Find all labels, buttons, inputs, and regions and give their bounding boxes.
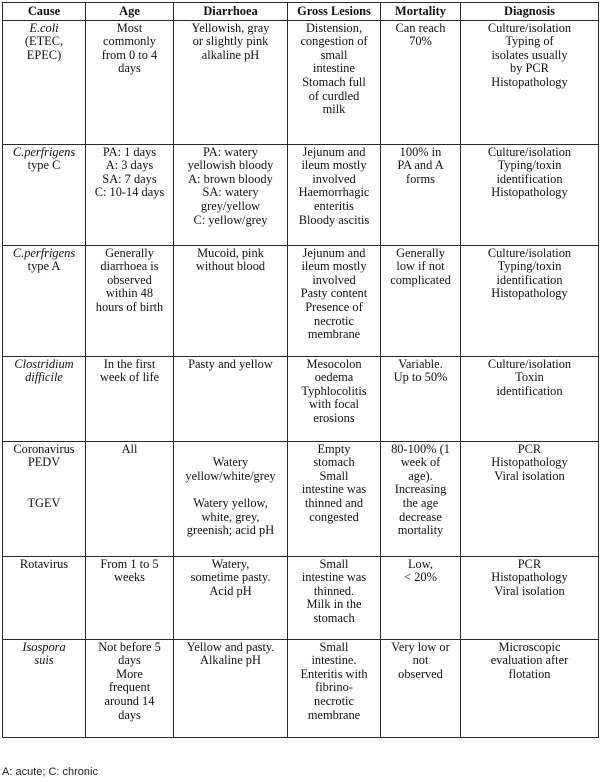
cell-age [86, 20, 174, 144]
cell-line: Culture/isolation [487, 20, 572, 35]
cell-diarrhoea [174, 639, 288, 737]
cell-mortality [381, 639, 461, 737]
cell-line: Pasty content [300, 286, 368, 301]
cell-line: erosions [313, 410, 355, 425]
cell-line: Generally [396, 245, 445, 260]
cell-line: Yellowish, gray [191, 20, 270, 35]
cell-age [86, 556, 174, 639]
cause-name: C.perfrigens [12, 245, 76, 260]
cell-age [86, 356, 174, 441]
cell-age [86, 639, 174, 737]
cell-line: Not before 5 [98, 639, 161, 654]
cell-line: weeks [114, 570, 145, 585]
cell-line: Most [116, 20, 143, 35]
cell-line: Mucoid, pink [197, 245, 264, 260]
cell-diarrhoea [174, 356, 288, 441]
cell-line: 80-100% (1 [391, 441, 450, 456]
cell-line: Typing/toxin [497, 259, 562, 274]
cell-age [86, 245, 174, 356]
cause-line: TGEV [27, 495, 61, 510]
cell-line: involved [312, 272, 356, 287]
cell-line: congested [309, 509, 359, 524]
cell-line: age). [408, 468, 433, 483]
cause-name: C.perfrigens [12, 144, 76, 159]
cell-line: within 48 [105, 286, 154, 301]
cell-line: oedema [314, 370, 354, 385]
cell-line: intestine was [301, 482, 367, 497]
cell-line: Culture/isolation [487, 356, 572, 371]
cell-line: congestion of [300, 34, 368, 49]
cell-cause [3, 245, 86, 356]
cause-line: PEDV [27, 455, 61, 470]
cause-line: (ETEC, [24, 34, 64, 49]
cell-line: Stomach full [302, 74, 366, 89]
cell-line: sometime pasty. [190, 570, 271, 585]
cell-line: by PCR [510, 61, 549, 76]
cell-mortality [381, 144, 461, 245]
cell-line: In the first [103, 356, 156, 371]
cell-line: commonly [103, 34, 156, 49]
cell-line: PA: 1 days [102, 144, 157, 159]
cell-line: Typing/toxin [497, 158, 562, 173]
cell-line: Can reach [395, 20, 446, 35]
cell-line: ileum mostly [301, 259, 367, 274]
cell-line: 100% in [399, 144, 442, 159]
cell-line: enteritis [314, 198, 354, 213]
cell-line: yellow/white/grey [185, 468, 276, 483]
cell-line: low if not [396, 259, 445, 274]
cell-line: or slightly pink [192, 34, 269, 49]
cell-line: observed [107, 272, 152, 287]
header-age: Age [86, 3, 174, 21]
header-cause: Cause [3, 3, 86, 21]
cell-line: white, grey, [201, 509, 260, 524]
cell-line: Histopathology [491, 185, 568, 200]
cell-lesions [288, 639, 381, 737]
cell-line: A: 3 days [105, 158, 154, 173]
cell-line: Bloody ascitis [298, 212, 370, 227]
cell-line: mortality [397, 523, 444, 538]
cell-line: of curdled [308, 88, 360, 103]
cause-name: difficile [25, 370, 63, 385]
cell-line: PA and A [397, 158, 444, 173]
cell-line: Jejunum and [302, 144, 366, 159]
cell-line: identification [496, 171, 563, 186]
table-row [3, 20, 599, 144]
cell-line: isolates usually [491, 47, 568, 62]
header-diarrhoea: Diarrhoea [174, 3, 288, 21]
cell-line: Milk in the [306, 597, 362, 612]
cause-line: type A [27, 259, 61, 274]
cell-line: Acid pH [209, 583, 252, 598]
cell-line: days [118, 653, 141, 668]
cell-line: Yellow and pasty. [186, 639, 275, 654]
cell-line: Watery, [211, 556, 250, 571]
cell-line: Typhlocolitis [301, 383, 367, 398]
cell-diagnosis [461, 441, 599, 556]
cell-line: Distension, [305, 20, 363, 35]
cell-line: SA: watery [202, 185, 259, 200]
cell-line: PCR [517, 441, 542, 456]
cell-line: Presence of [305, 299, 363, 314]
cell-diagnosis [461, 639, 599, 737]
cell-line: days [118, 707, 141, 722]
cell-line: forms [406, 171, 435, 186]
cell-line: C: yellow/grey [193, 212, 268, 227]
cell-lesions [288, 441, 381, 556]
cell-line: Increasing [394, 482, 447, 497]
cell-line: Pasty and yellow [188, 356, 273, 371]
cell-line: stomach [313, 610, 355, 625]
cell-line: week of [400, 455, 441, 470]
cell-diarrhoea [174, 20, 288, 144]
cell-line: alkaline pH [201, 47, 260, 62]
cell-diarrhoea [174, 245, 288, 356]
enteric-disease-table [2, 2, 599, 738]
cell-line: identification [496, 272, 563, 287]
cell-line: Viral isolation [494, 468, 565, 483]
cell-cause [3, 356, 86, 441]
cell-line: Variable. [398, 356, 443, 371]
cell-line: Culture/isolation [487, 245, 572, 260]
cell-line: 70% [409, 34, 432, 49]
cell-age [86, 144, 174, 245]
cell-cause [3, 144, 86, 245]
cell-diagnosis [461, 245, 599, 356]
cell-line: Histopathology [491, 74, 568, 89]
cell-line: Histopathology [491, 570, 568, 585]
header-gross-lesions: Gross Lesions [288, 3, 381, 21]
cell-line: week of life [99, 370, 160, 385]
header-row [3, 3, 599, 21]
cell-diarrhoea [174, 556, 288, 639]
cell-line: Histopathology [491, 455, 568, 470]
cell-line: Small [319, 556, 349, 571]
cell-cause [3, 639, 86, 737]
cell-line: membrane [307, 707, 361, 722]
cell-line: thinned and [304, 495, 364, 510]
cell-line: Small [319, 639, 349, 654]
cell-line: not [412, 653, 429, 668]
cell-line: necrotic [314, 313, 354, 328]
cell-line: complicated [390, 272, 451, 287]
cell-line: diarrhoea is [100, 259, 159, 274]
cell-line: without blood [195, 259, 266, 274]
cell-line: Watery [212, 455, 249, 470]
cause-name: Clostridium [14, 356, 74, 371]
cell-line: Haemorrhagic [298, 185, 370, 200]
cause-name: Isospora [22, 639, 66, 654]
header-mortality: Mortality [381, 3, 461, 21]
cell-line: fibrino- [315, 680, 353, 695]
cell-line: Viral isolation [494, 583, 565, 598]
cell-line: intestine. [311, 653, 357, 668]
cell-line: C: 10-14 days [94, 185, 165, 200]
table-row [3, 556, 599, 639]
cause-name: E.coli [29, 20, 59, 35]
cell-line: Alkaline pH [200, 653, 261, 668]
cell-line: flotation [508, 666, 551, 681]
cell-line: the age [402, 495, 439, 510]
cell-diarrhoea [174, 144, 288, 245]
cell-lesions [288, 245, 381, 356]
cell-line: grey/yellow [200, 198, 261, 213]
cell-diagnosis [461, 20, 599, 144]
table-container [2, 2, 598, 738]
cell-lesions [288, 556, 381, 639]
cell-line: All [121, 441, 138, 456]
cell-line: around 14 [104, 693, 155, 708]
cell-line: yellowish bloody [187, 158, 274, 173]
cell-line: decrease [399, 509, 442, 524]
cause-line: type C [27, 158, 61, 173]
cell-line: < 20% [404, 570, 437, 585]
cell-diagnosis [461, 356, 599, 441]
cell-line: From 1 to 5 [100, 556, 159, 571]
table-row [3, 356, 599, 441]
cell-line: PCR [517, 556, 542, 571]
cell-line: with focal [309, 397, 359, 412]
cell-mortality [381, 245, 461, 356]
cell-line: Watery yellow, [193, 495, 268, 510]
cell-line: Microscopic [498, 639, 561, 654]
cell-line: milk [322, 102, 346, 117]
cell-cause [3, 20, 86, 144]
table-row [3, 245, 599, 356]
cell-line: Toxin [515, 370, 544, 385]
cell-diarrhoea [174, 441, 288, 556]
cell-line: Typing of [505, 34, 554, 49]
cell-line: Small [319, 468, 349, 483]
cell-line: intestine was [301, 570, 367, 585]
cell-mortality [381, 20, 461, 144]
cell-mortality [381, 441, 461, 556]
cell-line: Very low or [391, 639, 450, 654]
cell-line: Histopathology [491, 286, 568, 301]
cell-line: thinned. [313, 583, 355, 598]
cell-line: More [116, 666, 143, 681]
cell-line: greenish; acid pH [186, 523, 275, 538]
cell-line: membrane [307, 327, 361, 342]
cell-line: Jejunum and [302, 245, 366, 260]
cell-line: necrotic [314, 693, 354, 708]
cell-line: from 0 to 4 [101, 47, 158, 62]
cell-line: observed [398, 666, 443, 681]
cell-cause [3, 556, 86, 639]
cell-line: identification [496, 383, 563, 398]
cause-name: suis [34, 653, 54, 668]
cause-line: EPEC) [26, 47, 62, 62]
table-row [3, 441, 599, 556]
cell-mortality [381, 356, 461, 441]
cell-line: Culture/isolation [487, 144, 572, 159]
cell-mortality [381, 556, 461, 639]
cell-lesions [288, 20, 381, 144]
cell-line: frequent [108, 680, 151, 695]
cell-lesions [288, 356, 381, 441]
cell-line: days [118, 61, 141, 76]
cell-line: involved [312, 171, 356, 186]
cell-cause [3, 441, 86, 556]
cell-diagnosis [461, 556, 599, 639]
cell-line: evaluation after [490, 653, 569, 668]
table-row [3, 639, 599, 737]
cell-line: Enteritis with [300, 666, 368, 681]
cell-line: Empty [317, 441, 351, 456]
cell-line: Low, [407, 556, 433, 571]
cell-line: hours of birth [95, 299, 164, 314]
cell-line: small [320, 47, 348, 62]
header-diagnosis: Diagnosis [461, 3, 599, 21]
cell-line: stomach [313, 455, 355, 470]
cell-line: intestine [313, 61, 355, 76]
cell-age [86, 441, 174, 556]
cell-line: SA: 7 days [102, 171, 157, 186]
cell-lesions [288, 144, 381, 245]
table-row [3, 144, 599, 245]
cause-line: Rotavirus [19, 556, 69, 571]
cell-line: A: brown bloody [188, 171, 273, 186]
cell-diagnosis [461, 144, 599, 245]
cell-line: PA: watery [203, 144, 258, 159]
cause-line: Coronavirus [13, 441, 75, 456]
cell-line: Mesocolon [306, 356, 362, 371]
cell-line: Generally [105, 245, 154, 260]
cell-line: ileum mostly [301, 158, 367, 173]
cell-line: Up to 50% [393, 370, 448, 385]
table-footnote: A: acute; C: chronic [2, 766, 98, 778]
